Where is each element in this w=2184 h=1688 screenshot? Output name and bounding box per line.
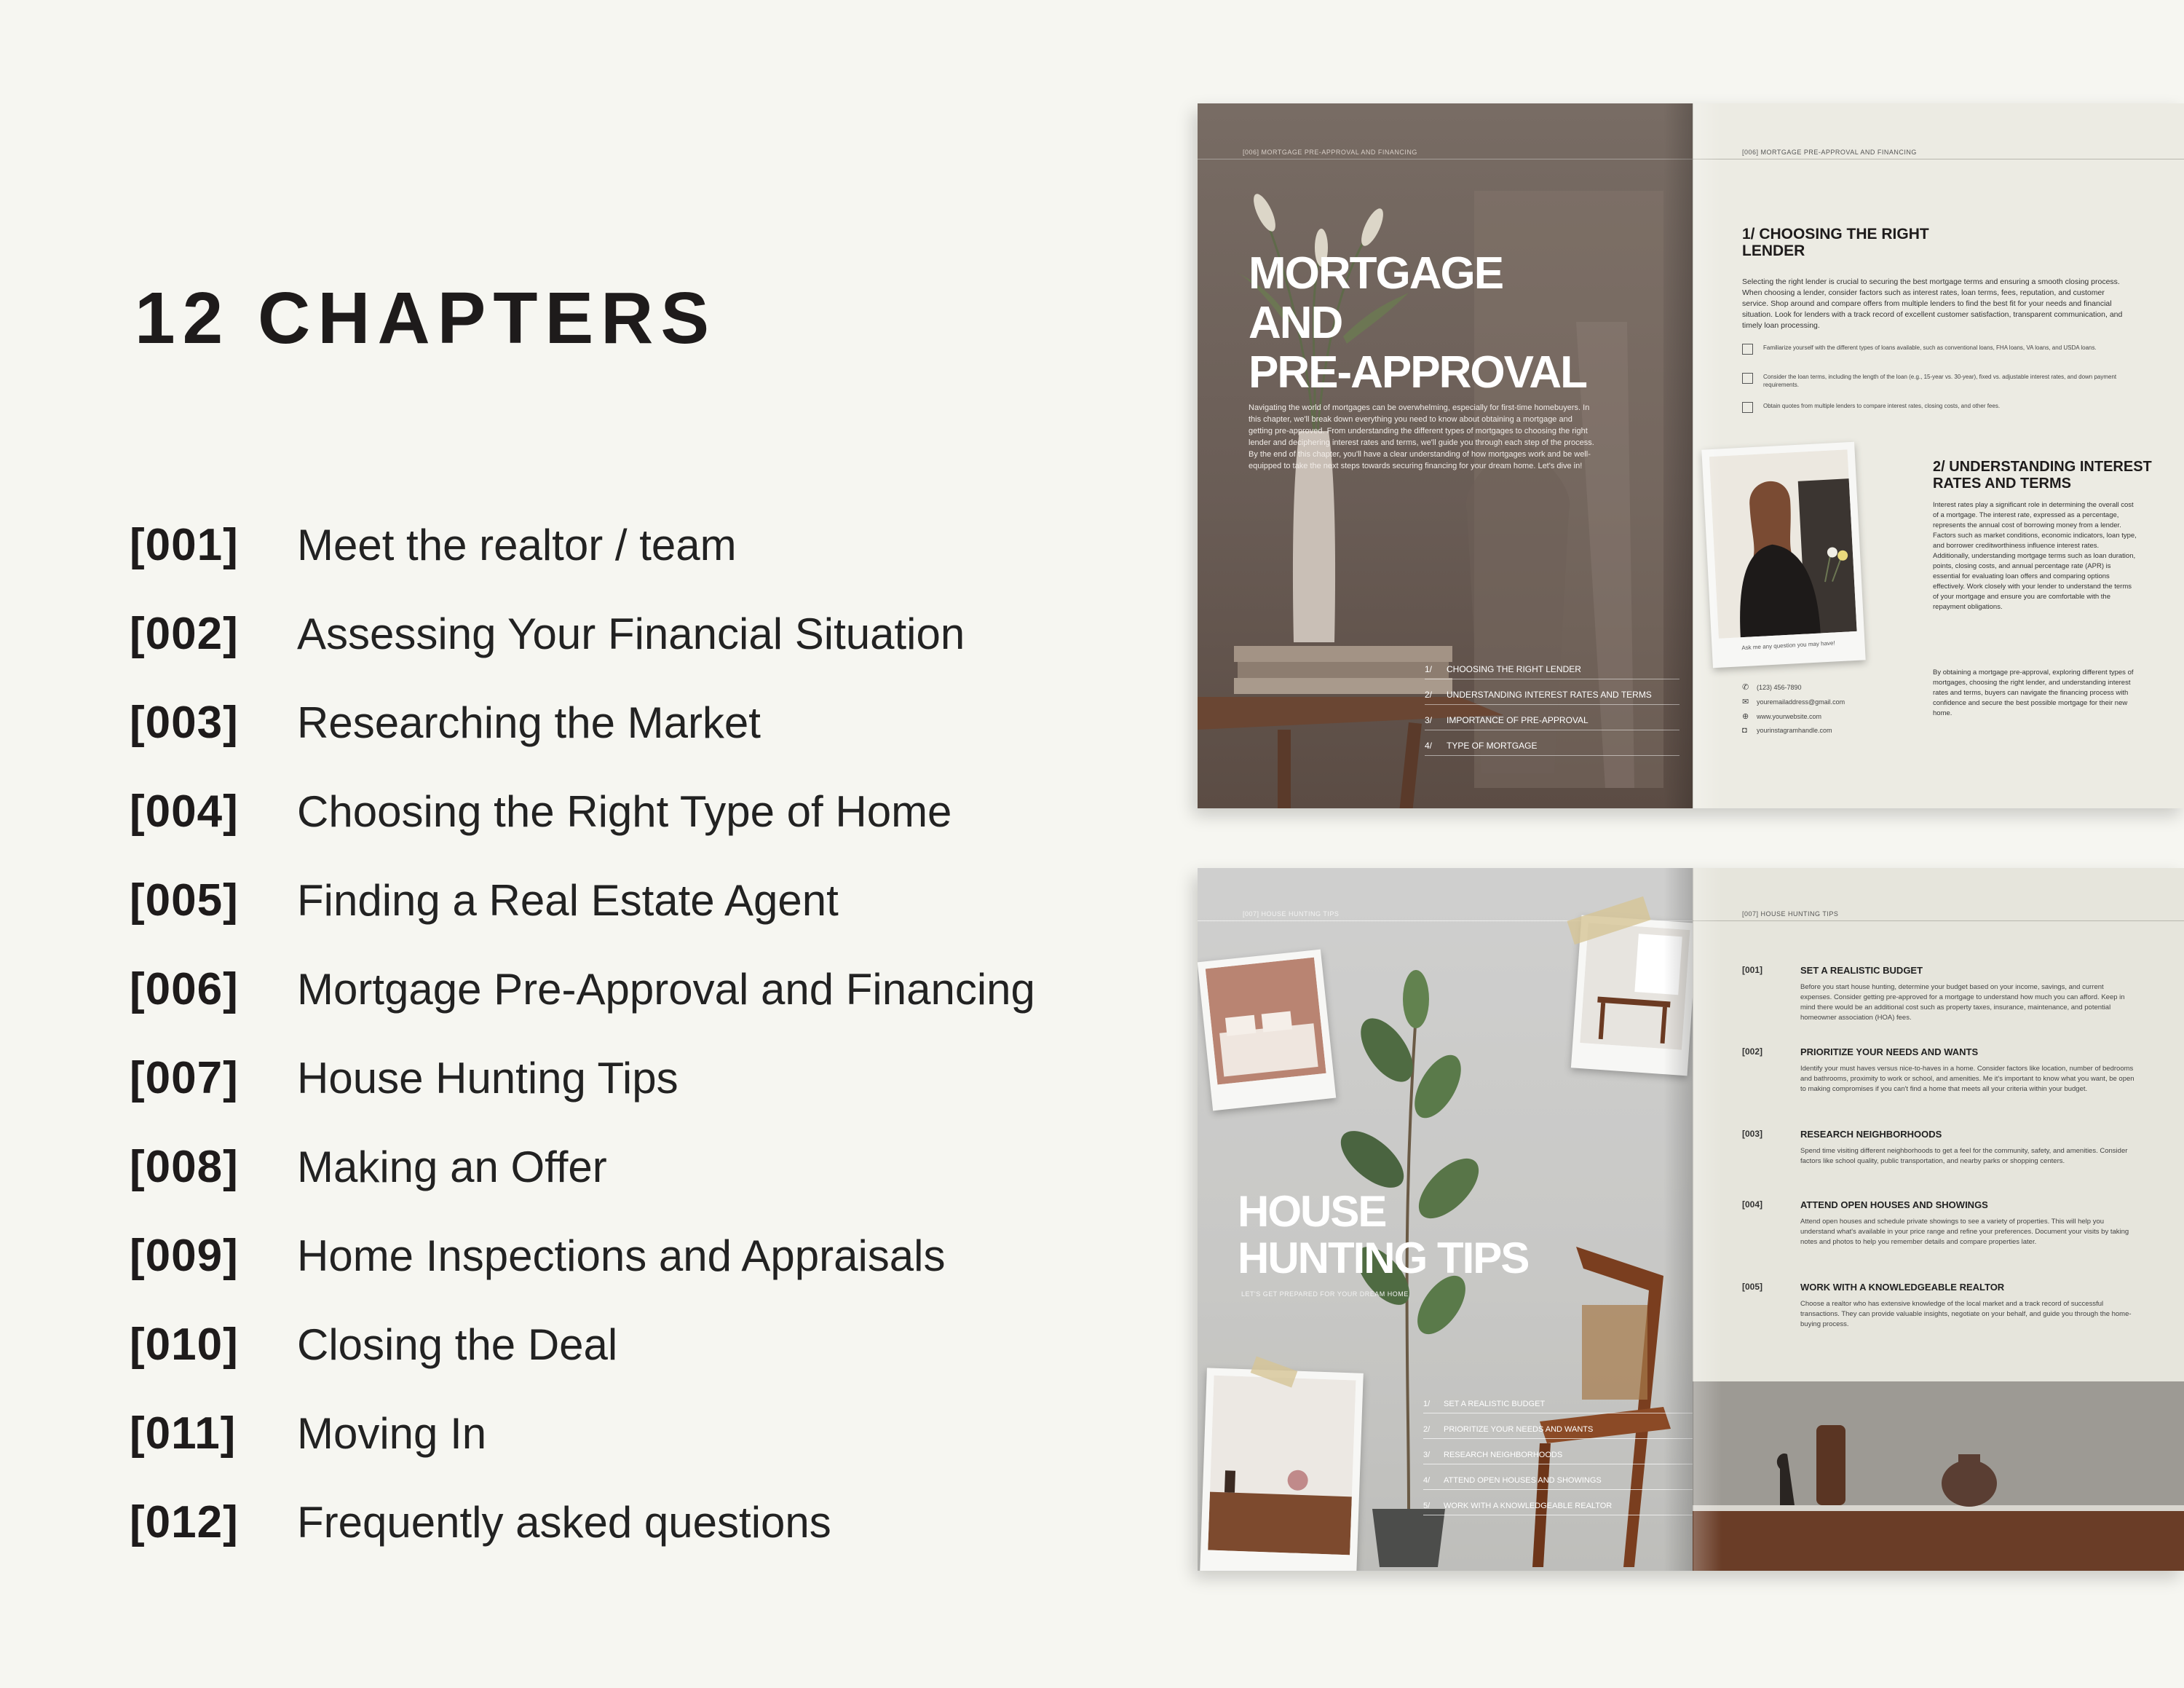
header-rule (1693, 920, 2184, 921)
phone-icon: ✆ (1742, 683, 1749, 692)
running-header: [007] HOUSE HUNTING TIPS (1243, 910, 1340, 918)
chapter-name: Home Inspections and Appraisals (297, 1231, 946, 1280)
chapter-toc-item (1423, 1451, 1693, 1464)
kitchen-illustration (1208, 1376, 1356, 1555)
contact-text: (123) 456-7890 (1757, 683, 1802, 691)
chapter-item (130, 508, 737, 581)
toc-number: 4/ (1423, 1476, 1431, 1485)
title-line: AND (1249, 298, 1342, 348)
contact-email (1742, 697, 1845, 706)
tip-title: ATTEND OPEN HOUSES AND SHOWINGS (1800, 1199, 1988, 1210)
toc-number: 3/ (1425, 715, 1433, 725)
book-gutter (1663, 103, 1722, 808)
toc-number: 2/ (1425, 690, 1433, 700)
running-header: [007] HOUSE HUNTING TIPS (1742, 910, 1839, 918)
chapter-toc-item (1423, 1425, 1693, 1439)
chapter-toc-item (1425, 715, 1679, 730)
toc-label: SET A REALISTIC BUDGET (1444, 1400, 1546, 1408)
realtor-photo (1701, 442, 1865, 669)
checklist-text: Familiarize yourself with the different types of loans available, such as conventional loans, FHA loans, VA loans, and USDA loans. (1763, 344, 2097, 351)
toc-label: ATTEND OPEN HOUSES AND SHOWINGS (1444, 1476, 1602, 1485)
contact-text: youremailaddress@gmail.com (1757, 698, 1845, 706)
instagram-icon: ◘ (1742, 726, 1747, 735)
tip-number: [003] (1742, 1129, 1763, 1139)
toc-label: WORK WITH A KNOWLEDGEABLE REALTOR (1444, 1502, 1613, 1510)
tip-title: SET A REALISTIC BUDGET (1800, 965, 1923, 976)
chapter-name: House Hunting Tips (297, 1053, 678, 1103)
chapter-name: Researching the Market (297, 698, 761, 747)
chapter-item (130, 1486, 831, 1558)
realtor-portrait-illustration (1709, 449, 1857, 639)
kitchen-photo (1200, 1368, 1364, 1571)
chapter-cover-title (1238, 1188, 1528, 1282)
house-hunting-cover-page (1198, 868, 1693, 1571)
section-2-title: 2/ UNDERSTANDING INTEREST RATES AND TERMS (1933, 459, 2152, 492)
mortgage-cover-page (1198, 103, 1693, 808)
toc-label: CHOOSING THE RIGHT LENDER (1447, 664, 1581, 674)
chapter-item (130, 1041, 678, 1114)
tip-text: Identify your must haves versus nice-to-haves in a home. Consider factors like location, number of bedrooms and bathrooms, proximity to work or school, and amenities. Me it's important to know what you want, be open to making compromises if you can't find a home that meets all your criteria within your budget. (1800, 1065, 2134, 1093)
toc-number: 5/ (1423, 1502, 1431, 1510)
toc-number: 2/ (1423, 1425, 1431, 1434)
spread-house-hunting (1198, 868, 2184, 1571)
chapter-toc-item (1423, 1476, 1693, 1490)
contact-instagram (1742, 726, 1832, 735)
chapter-toc-item (1425, 664, 1679, 679)
chapter-toc-item (1425, 741, 1679, 756)
title-line: HOUSE (1238, 1187, 1386, 1236)
checklist-text: Obtain quotes from multiple lenders to compare interest rates, closing costs, and other fees. (1763, 403, 2001, 409)
chapter-subtitle: LET'S GET PREPARED FOR YOUR DREAM HOME (1241, 1290, 1409, 1298)
house-hunting-content-page (1693, 868, 2184, 1571)
chapter-cover-title (1249, 249, 1586, 398)
contact-text: yourinstagramhandle.com (1757, 727, 1832, 734)
chapter-number: [005] (130, 875, 239, 926)
tip-title: WORK WITH A KNOWLEDGEABLE REALTOR (1800, 1282, 2005, 1293)
book-gutter (1663, 868, 1722, 1571)
chapter-item (130, 953, 1035, 1025)
chapter-toc-item (1425, 690, 1679, 705)
chapter-name: Frequently asked questions (297, 1497, 831, 1547)
bedroom-illustration (1206, 958, 1326, 1085)
toc-label: PRIORITIZE YOUR NEEDS AND WANTS (1444, 1425, 1594, 1434)
kitchen-counter-illustration (1693, 1381, 2184, 1571)
chapter-toc-item (1423, 1502, 1693, 1515)
contact-text: www.yourwebsite.com (1757, 712, 1822, 720)
checkbox-icon[interactable] (1742, 373, 1753, 384)
checkbox-icon[interactable] (1742, 344, 1753, 355)
checklist-item (1742, 402, 2135, 413)
chapter-number: [012] (130, 1496, 239, 1547)
checklist-text: Consider the loan terms, including the length of the loan (e.g., 15-year vs. 30-year), fixed vs. adjustable interest rates, and down payment requirements. (1763, 374, 2117, 388)
chapter-name: Closing the Deal (297, 1320, 618, 1369)
tip-text: Attend open houses and schedule private showings to see a variety of properties. This will help you understand what's available in your price range and refine your preferences. Document your visits by taking notes and photos to help you remember details and compare properties later. (1800, 1218, 2129, 1246)
chapter-item (130, 597, 965, 670)
chapter-item (130, 864, 839, 936)
chapter-number: [010] (130, 1319, 239, 1370)
toc-number: 1/ (1425, 664, 1433, 674)
chapter-name: Meet the realtor / team (297, 520, 737, 569)
title-line: HUNTING TIPS (1238, 1234, 1529, 1282)
toc-label: RESEARCH NEIGHBORHOODS (1444, 1451, 1563, 1459)
spread-mortgage (1198, 103, 2184, 808)
tip-title: RESEARCH NEIGHBORHOODS (1800, 1129, 1942, 1140)
page-title: 12 CHAPTERS (135, 277, 717, 359)
chapter-item (130, 1219, 946, 1292)
chapter-name: Finding a Real Estate Agent (297, 875, 839, 925)
checklist-item (1742, 344, 2135, 355)
contact-phone (1742, 682, 1802, 692)
tip-text: Spend time visiting different neighborhoods to get a feel for the community, safety, and amenities. Consider factors like school quality, public transportation, and nearby parks or shopping centers. (1800, 1147, 2128, 1165)
checkbox-icon[interactable] (1742, 402, 1753, 413)
globe-icon: ⊕ (1742, 712, 1749, 721)
chapter-number: [002] (130, 608, 239, 659)
section-2-summary: By obtaining a mortgage pre-approval, exploring different types of mortgages, choosing the right lender, and understanding interest rates and terms, buyers can navigate the financing process with confidence and secure the best possible mortgage for their new home. (1933, 669, 2134, 717)
email-icon: ✉ (1742, 698, 1749, 706)
title-line: MORTGAGE (1249, 248, 1503, 299)
chapter-number: [001] (130, 519, 239, 570)
chapter-number: [004] (130, 786, 239, 837)
chapter-number: [007] (130, 1052, 239, 1103)
section-1-text: Selecting the right lender is crucial to securing the best mortgage terms and ensuring a smooth closing process. When choosing a lender, consider factors such as interest rates, loan terms, fees, reputation, and customer service. Shop around and compare offers from multiple lenders to find the best fit for your needs and financial situation. Look for lenders with a track record of excellent customer satisfaction, transparent communication, and timely loan processing. (1742, 277, 2123, 330)
chapter-name: Mortgage Pre-Approval and Financing (297, 964, 1035, 1014)
section-2-text: Interest rates play a significant role in determining the overall cost of a mortgage. The interest rate, expressed as a percentage, represents the annual cost of borrowing money from a lender. Factors such as market conditions, economic indicators, loan type, and borrower creditworthiness influence interest rates. Additionally, understanding mortgage terms such as loan duration, points, closing costs, and annual percentage rate (APR) is essential for evaluating loan offers and comparing options effectively. Work closely with your lender to understand the terms of your mortgage and ensure you are comfortable with the repayment obligations. (1933, 501, 2137, 611)
mortgage-content-page (1693, 103, 2184, 808)
chapter-number: [003] (130, 697, 239, 748)
chapter-item (130, 1130, 607, 1203)
toc-number: 4/ (1425, 741, 1433, 751)
toc-label: UNDERSTANDING INTEREST RATES AND TERMS (1447, 690, 1652, 700)
tip-text: Before you start house hunting, determine your budget based on your income, savings, and current expenses. Consider getting pre-approved for a mortgage to understand how much you can afford. Keep in mind there would be an additional cost such as property taxes, insurance, maintenance, and potential homeowner association (HOA) fees. (1800, 983, 2125, 1022)
bedroom-photo (1198, 950, 1336, 1111)
title-line: PRE-APPROVAL (1249, 347, 1587, 398)
chapter-item (130, 775, 951, 848)
toc-label: IMPORTANCE OF PRE-APPROVAL (1447, 715, 1588, 725)
chapter-intro-text: Navigating the world of mortgages can be overwhelming, especially for first-time homebuyers. In this chapter, we'll break down everything you need to know about obtaining a mortgage and getting pre-approved. From understanding the different types of mortgages to choosing the right lender and deciphering interest rates and terms, we'll guide you through each step of the process. By the end of this chapter, you'll have a clear understanding of how mortgages work and be well-equipped to take the next steps towards securing financing for your dream home. Let's dive in! (1249, 403, 1594, 470)
tip-number: [005] (1742, 1282, 1763, 1292)
chapter-toc-item (1423, 1400, 1693, 1413)
tip-title: PRIORITIZE YOUR NEEDS AND WANTS (1800, 1046, 1979, 1057)
running-header: [006] MORTGAGE PRE-APPROVAL AND FINANCING (1243, 149, 1417, 156)
chapter-item (130, 1308, 617, 1381)
checklist-item (1742, 373, 2135, 389)
tip-number: [001] (1742, 965, 1763, 975)
chapter-number: [008] (130, 1141, 239, 1192)
chapter-item (130, 686, 761, 759)
tip-text: Choose a realtor who has extensive knowledge of the local market and a track record of successful transactions. They can provide valuable insights, negotiate on your behalf, and guide you through the home-buying process. (1800, 1300, 2132, 1328)
chapter-name: Making an Offer (297, 1142, 607, 1191)
chapter-number: [006] (130, 963, 239, 1014)
photo-caption: Ask me any question you may have! (1741, 639, 1835, 652)
toc-label: TYPE OF MORTGAGE (1447, 741, 1538, 751)
chapter-name: Choosing the Right Type of Home (297, 786, 952, 836)
running-header: [006] MORTGAGE PRE-APPROVAL AND FINANCING (1742, 149, 1917, 156)
section-1-title: 1/ CHOOSING THE RIGHT LENDER (1742, 226, 1929, 259)
toc-number: 3/ (1423, 1451, 1431, 1459)
chapter-item (130, 1397, 486, 1470)
chapter-number: [011] (130, 1408, 237, 1459)
toc-number: 1/ (1423, 1400, 1431, 1408)
chapter-name: Moving In (297, 1408, 487, 1458)
chapter-number: [009] (130, 1230, 239, 1281)
contact-website (1742, 711, 1821, 721)
chapter-name: Assessing Your Financial Situation (297, 609, 965, 658)
tip-number: [002] (1742, 1046, 1763, 1057)
tip-number: [004] (1742, 1199, 1763, 1210)
